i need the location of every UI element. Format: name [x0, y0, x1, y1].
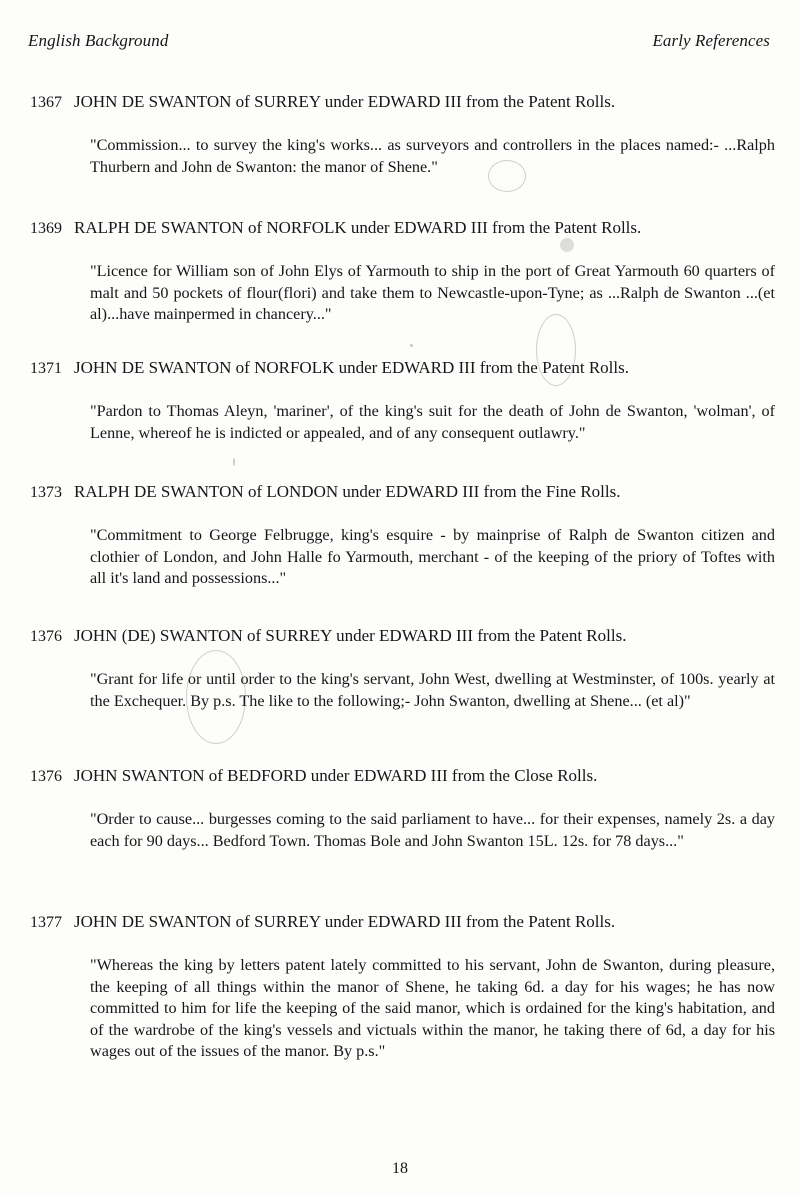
entry-heading [30, 910, 775, 935]
entry-quote: "Order to cause... burgesses coming to the said parliament to have... for their expenses, namely 2s. a day each for 90 days... Bedford Town. Thomas Bole and John Swanton 15L. 12s. for 78 days..." [90, 810, 775, 850]
entry-1377-surrey [30, 910, 775, 1063]
entry-title: JOHN DE SWANTON of SURREY under EDWARD III from the Patent Rolls. [74, 912, 616, 931]
entry-heading [30, 90, 775, 115]
entry-title: JOHN DE SWANTON of SURREY under EDWARD III from the Patent Rolls. [74, 92, 616, 111]
entry-1376-surrey [30, 624, 775, 712]
entry-quote: "Grant for life or until order to the king's servant, John West, dwelling at Westminster, of 100s. yearly at the Exchequer. By p.s. The like to the following;- John Swanton, dwelling at Shene... (et al)" [90, 670, 775, 710]
entry-1376-bedford [30, 764, 775, 852]
running-head-right: Early References [652, 31, 770, 50]
entry-quote: "Whereas the king by letters patent lately committed to his servant, John de Swanton, during pleasure, the keeping of all things within the manor of Shene, he taking 6d. a day for his wages; he has now committed to him for life the keeping of the said manor, which is ordained for the king's habitation, and of the wardrobe of the king's vessels and victuals within the manor, he taking there of 6d, a day for his wages out of the issues of the manor. By p.s." [90, 956, 775, 1060]
entry-year: 1377 [30, 914, 62, 931]
running-head-left: English Background [28, 31, 169, 50]
scan-blemish [410, 344, 413, 347]
entry-1373-london [30, 480, 775, 590]
entry-year: 1373 [30, 484, 62, 501]
entry-year: 1376 [30, 768, 62, 785]
entry-year: 1376 [30, 628, 62, 645]
entry-heading [30, 480, 775, 505]
entry-heading [30, 764, 775, 789]
entry-quote: "Commission... to survey the king's works... as surveyors and controllers in the places named:- ...Ralph Thurbern and John de Swanton: the manor of Shene." [90, 136, 775, 176]
entry-title: RALPH DE SWANTON of LONDON under EDWARD III from the Fine Rolls. [74, 482, 621, 501]
entry-heading [30, 216, 775, 241]
entry-title: JOHN (DE) SWANTON of SURREY under EDWARD III from the Patent Rolls. [74, 626, 627, 645]
entry-title: JOHN SWANTON of BEDFORD under EDWARD III from the Close Rolls. [74, 766, 598, 785]
entry-year: 1367 [30, 94, 62, 111]
entry-heading [30, 356, 775, 381]
page-number: 18 [392, 1160, 408, 1177]
entry-quote: "Pardon to Thomas Aleyn, 'mariner', of the king's suit for the death of John de Swanton, 'wolman', of Lenne, whereof he is indicted or appealed, and of any consequent outlawry." [90, 402, 775, 442]
entry-heading [30, 624, 775, 649]
entry-1367-surrey [30, 90, 775, 178]
entry-year: 1369 [30, 220, 62, 237]
entry-quote: "Commitment to George Felbrugge, king's esquire - by mainprise of Ralph de Swanton citizen and clothier of London, and John Halle fo Yarmouth, merchant - of the keeping of the priory of Toftes with all it's land and possessions..." [90, 526, 775, 587]
scan-blemish [233, 458, 235, 466]
entry-title: RALPH DE SWANTON of NORFOLK under EDWARD III from the Patent Rolls. [74, 218, 642, 237]
entry-quote: "Licence for William son of John Elys of Yarmouth to ship in the port of Great Yarmouth 60 quarters of malt and 50 pockets of flour(flori) and take them to Newcastle-upon-Tyne; as ...Ralph de Swanton ...(et al)...have mainpermed in chancery..." [90, 262, 775, 323]
entry-1369-norfolk [30, 216, 775, 326]
entry-year: 1371 [30, 360, 62, 377]
entry-title: JOHN DE SWANTON of NORFOLK under EDWARD III from the Patent Rolls. [74, 358, 629, 377]
entry-1371-norfolk [30, 356, 775, 444]
